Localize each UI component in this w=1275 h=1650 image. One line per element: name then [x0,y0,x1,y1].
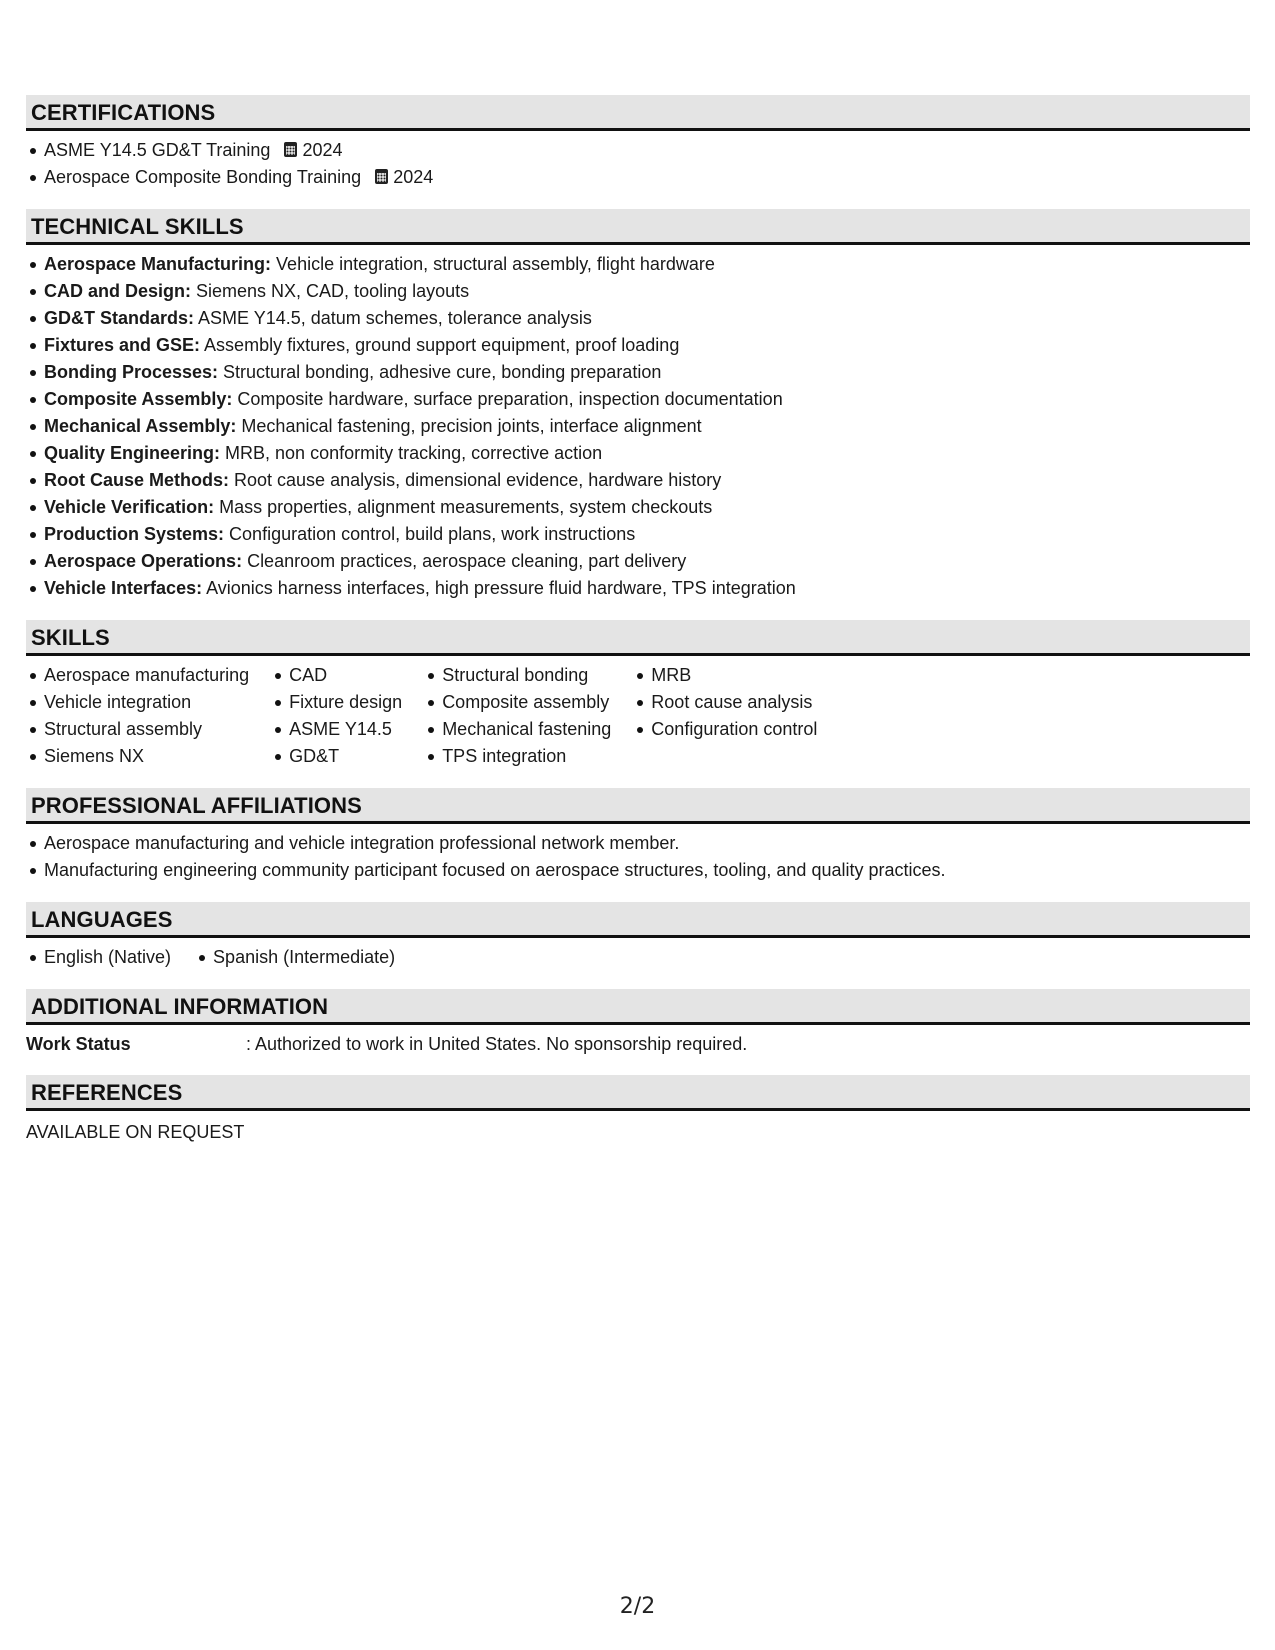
page-number: 2/2 [619,1594,656,1619]
list-item [26,137,1250,164]
skill-details: Structural bonding, adhesive cure, bonding preparation [218,362,662,382]
skill-category: Production Systems: [44,524,225,544]
skill-details: Root cause analysis, dimensional evidence, hardware history [229,470,722,490]
list-item [26,164,1250,191]
certifications-list [26,137,1250,191]
work-status-label: Work Status [26,1034,131,1054]
skill-category: Vehicle Interfaces: [44,578,203,598]
skill-details: Mass properties, alignment measurements, system checkouts [214,497,713,517]
list-item: TPS integration [424,743,611,770]
certification-year: 2024 [393,167,434,187]
section-title: ADDITIONAL INFORMATION [26,989,1250,1025]
affiliations-section [26,788,1250,884]
skills-column [633,662,817,770]
list-item [26,251,1250,278]
list-item: ASME Y14.5 [271,716,402,743]
list-item: Composite assembly [424,689,611,716]
work-status-value: : Authorized to work in United States. No sponsorship required. [246,1034,748,1054]
skill-category: Quality Engineering: [44,443,221,463]
list-item [26,359,1250,386]
list-item: Vehicle integration [26,689,249,716]
section-title: LANGUAGES [26,902,1250,938]
skills-column [26,662,249,770]
calendar-icon [375,169,388,184]
skill-details: ASME Y14.5, datum schemes, tolerance analysis [194,308,592,328]
section-title: SKILLS [26,620,1250,656]
skill-category: Mechanical Assembly: [44,416,237,436]
skill-category: GD&T Standards: [44,308,195,328]
section-title: CERTIFICATIONS [26,95,1250,131]
affiliations-list [26,830,1250,884]
section-title: PROFESSIONAL AFFILIATIONS [26,788,1250,824]
list-item [26,386,1250,413]
list-item: Configuration control [633,716,817,743]
list-item [26,440,1250,467]
certification-name: ASME Y14.5 GD&T Training [44,140,271,160]
list-item: CAD [271,662,402,689]
skill-category: Aerospace Manufacturing: [44,254,272,274]
list-item: Structural bonding [424,662,611,689]
skill-category: Composite Assembly: [44,389,233,409]
skill-category: Root Cause Methods: [44,470,230,490]
calendar-icon [284,142,297,157]
work-status-row [26,1025,1250,1057]
skill-details: Composite hardware, surface preparation, inspection documentation [232,389,783,409]
list-item: Fixture design [271,689,402,716]
list-item: Aerospace manufacturing and vehicle integration professional network member. [26,830,1250,857]
skill-category: Vehicle Verification: [44,497,215,517]
section-title: TECHNICAL SKILLS [26,209,1250,245]
skill-details: Mechanical fastening, precision joints, interface alignment [236,416,702,436]
skill-category: CAD and Design: [44,281,192,301]
skill-details: Vehicle integration, structural assembly, flight hardware [271,254,715,274]
skill-category: Bonding Processes: [44,362,219,382]
list-item: GD&T [271,743,402,770]
list-item: Structural assembly [26,716,249,743]
list-item [26,278,1250,305]
list-item: Manufacturing engineering community participant focused on aerospace structures, tooling, and quality practices. [26,857,1250,884]
list-item [26,332,1250,359]
list-item [26,305,1250,332]
skill-details: Cleanroom practices, aerospace cleaning, part delivery [242,551,687,571]
skill-details: Configuration control, build plans, work instructions [224,524,636,544]
list-item: Mechanical fastening [424,716,611,743]
list-item [26,575,1250,602]
list-item [26,467,1250,494]
list-item [26,494,1250,521]
languages-section [26,902,1250,971]
technical-skills-list [26,251,1250,602]
certification-year: 2024 [302,140,343,160]
list-item [26,413,1250,440]
list-item: Root cause analysis [633,689,817,716]
skill-category: Aerospace Operations: [44,551,243,571]
references-text: AVAILABLE ON REQUEST [26,1122,245,1142]
skill-details: Assembly fixtures, ground support equipment, proof loading [200,335,680,355]
skill-details: Siemens NX, CAD, tooling layouts [191,281,470,301]
skills-column [271,662,402,770]
skills-section [26,620,1250,770]
technical-skills-section [26,209,1250,602]
list-item: Siemens NX [26,743,249,770]
list-item [26,521,1250,548]
additional-info-section [26,989,1250,1057]
references-section [26,1075,1250,1145]
skill-details: Avionics harness interfaces, high pressure fluid hardware, TPS integration [202,578,796,598]
list-item: Spanish (Intermediate) [195,944,395,971]
resume-page [26,95,1250,1163]
section-title: REFERENCES [26,1075,1250,1111]
list-item [26,548,1250,575]
skill-details: MRB, non conformity tracking, corrective action [220,443,603,463]
list-item: English (Native) [26,944,171,971]
list-item: MRB [633,662,817,689]
languages-list [26,944,1250,971]
skills-grid [26,656,1250,770]
skills-column [424,662,611,770]
certifications-section [26,95,1250,191]
certification-name: Aerospace Composite Bonding Training [44,167,362,187]
skill-category: Fixtures and GSE: [44,335,201,355]
list-item: Aerospace manufacturing [26,662,249,689]
